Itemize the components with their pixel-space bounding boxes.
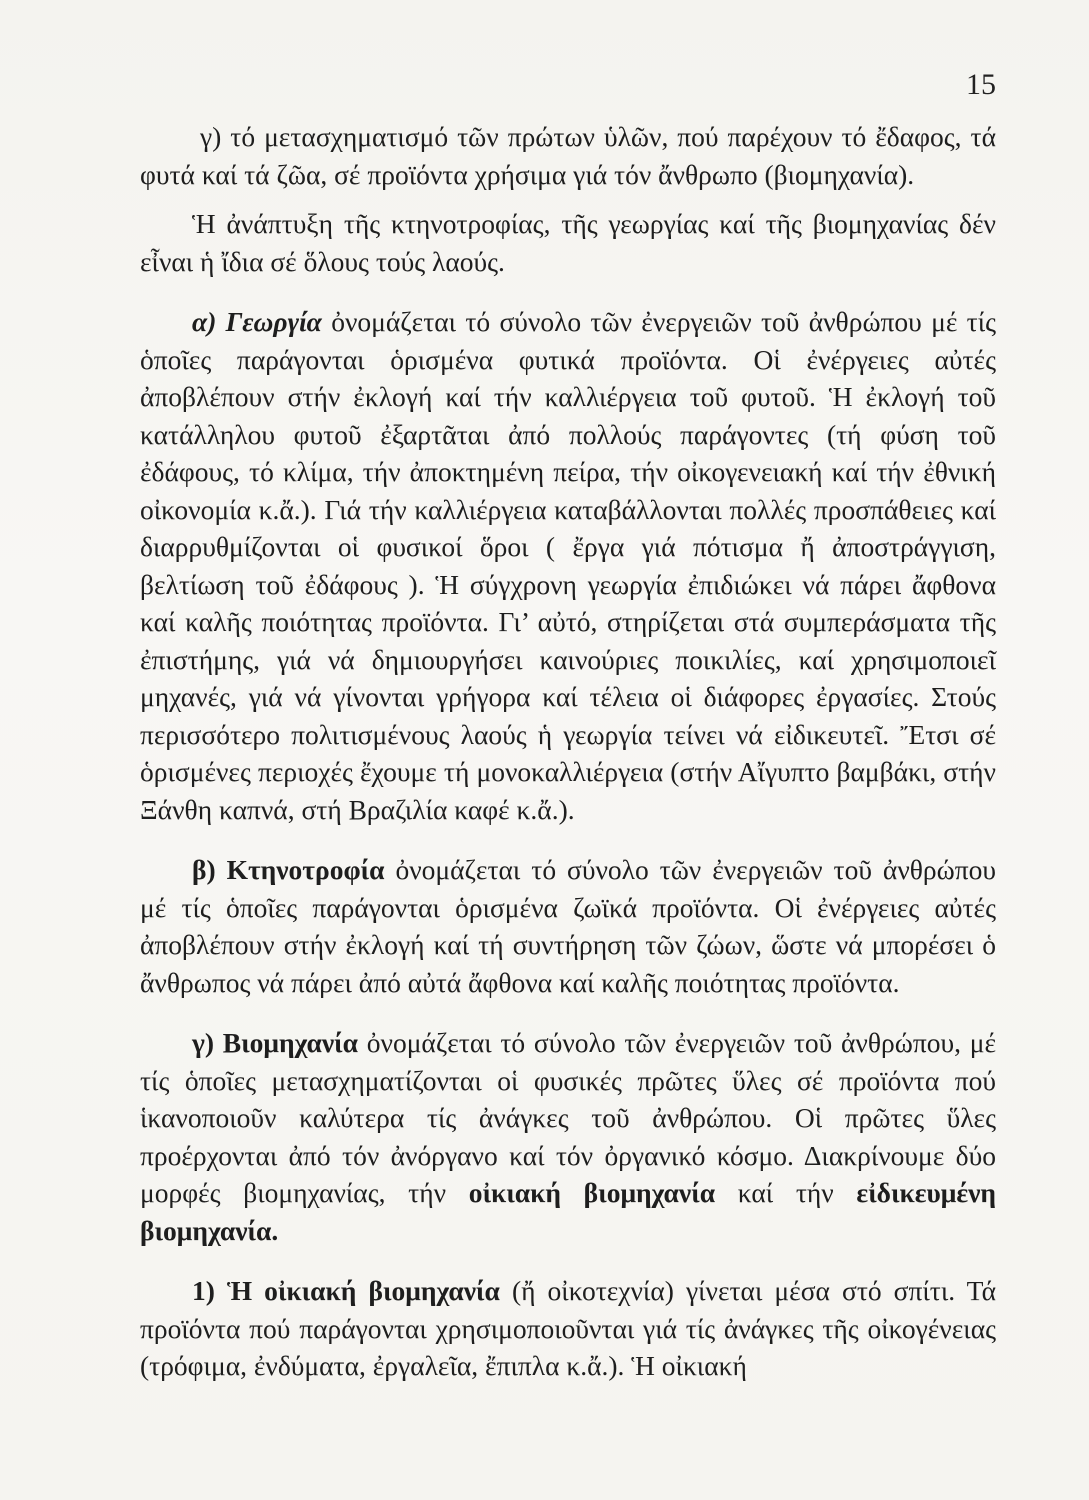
term-household-industry-heading: 1) Ἡ οἰκιακή βιομηχανία [192,1275,500,1306]
industry-text-b: καί τήν [715,1177,857,1208]
paragraph-livestock [140,851,996,1001]
agriculture-text: ὀνομάζεται τό σύνολο τῶν ἐνεργειῶν τοῦ ἀνθρώπου μέ τίς ὁποῖες παράγονται ὁρισμένα φυτικά προϊόντα. Οἱ ἐνέργειες αὐτές ἀποβλέπουν στήν ἐκλογή καί τήν καλλιέργεια τοῦ φυτοῦ. Ἡ ἐκλογή τοῦ κατάλληλου φυτοῦ ἐξαρτᾶται ἀπό πολλούς παράγοντες (τή φύση τοῦ ἐδάφους, τό κλίμα, τήν ἀποκτημένη πείρα, τήν οἰκογενειακή καί τήν ἐθνική οἰκονομία κ.ἄ.). Γιά τήν καλλιέργεια καταβάλλονται πολλές προσπάθειες καί διαρρυθμίζονται οἱ φυσικοί ὅροι ( ἔργα γιά πότισμα ἤ ἀποστράγγιση, βελτίωση τοῦ ἐδάφους ). Ἡ σύγχρονη γεωργία ἐπιδιώκει νά πάρει ἄφθονα καί καλῆς ποιότητας προϊόντα. Γι’ αὐτό, στηρίζεται στά συμπεράσματα τῆς ἐπιστήμης, γιά νά δημιουργήσει καινούριες ποικιλίες, καί χρησιμοποιεῖ μηχανές, γιά νά γίνονται γρήγορα καί τέλεια οἱ διάφορες ἐργασίες. Στούς περισσότερο πολιτισμένους λαούς ἡ γεωργία τείνει νά εἰδικευτεῖ. Ἔτσι σέ ὁρισμένες περιοχές ἔχουμε τή μονοκαλλιέργεια (στήν Αἴγυπτο βαμβάκι, στήν Ξάνθη καπνά, στή Βραζιλία καφέ κ.ἄ.). [140,306,997,825]
term-household-industry: οἰκιακή βιομηχανία [468,1177,716,1208]
industry-text-a: ὀνομάζεται τό σύνολο τῶν ἐνεργειῶν τοῦ ἀνθρώπου, μέ τίς ὁποῖες μετασχηματίζονται οἱ φυσικές πρῶτες ὕλες σέ προϊόντα πού ἱκανοποιοῦν καλύτερα τίς ἀνάγκες τοῦ ἀνθρώπου. Οἱ πρῶτες ὕλες προέρχονται ἀπό τόν ἀνόργανο καί τόν ὀργανικό κόσμο. Διακρίνουμε δύο μορφές βιομηχανίας, τήν [140,1027,997,1208]
page-number: 15 [966,68,996,101]
paragraph-industry [140,1024,996,1249]
term-agriculture: α) Γεωργία [192,306,322,337]
term-specialized-industry: εἰδικευμένη βιομηχανία. [140,1177,996,1246]
paragraph-household-industry [140,1272,996,1385]
paragraph-agriculture [140,303,996,828]
page-body [140,118,996,1385]
term-industry: γ) Βιομηχανία [192,1027,359,1058]
term-livestock: β) Κτηνοτροφία [192,854,385,885]
paragraph-industry-definition: γ) τό μετασχηματισμό τῶν πρώτων ὑλῶν, πού παρέχουν τό ἔδαφος, τά φυτά καί τά ζῶα, σέ προϊόντα χρήσιμα γιά τόν ἄνθρωπο (βιομηχανία). [140,121,996,190]
household-industry-text: (ἤ οἰκοτεχνία) γίνεται μέσα στό σπίτι. Τά προϊόντα πού παράγονται χρησιμοποιοῦνται γιά τίς ἀνάγκες τῆς οἰκογένειας (τρόφιμα, ἐνδύματα, ἐργαλεῖα, ἔπιπλα κ.ἄ.). Ἡ οἰκιακή [140,1275,996,1381]
livestock-text: ὀνομάζεται τό σύνολο τῶν ἐνεργειῶν τοῦ ἀνθρώπου μέ τίς ὁποῖες παράγονται ὁρισμένα ζωϊκά προϊόντα. Οἱ ἐνέργειες αὐτές ἀποβλέπουν στήν ἐκλογή καί τή συντήρηση τῶν ζώων, ὥστε νά μπορέσει ὁ ἄνθρωπος νά πάρει ἀπό αὐτά ἄφθονα καί καλῆς ποιότητας προϊόντα. [140,854,996,998]
paragraph-development: Ἡ ἀνάπτυξη τῆς κτηνοτροφίας, τῆς γεωργίας καί τῆς βιομηχανίας δέν εἶναι ἡ ἴδια σέ ὅλους τούς λαούς. [140,208,996,277]
